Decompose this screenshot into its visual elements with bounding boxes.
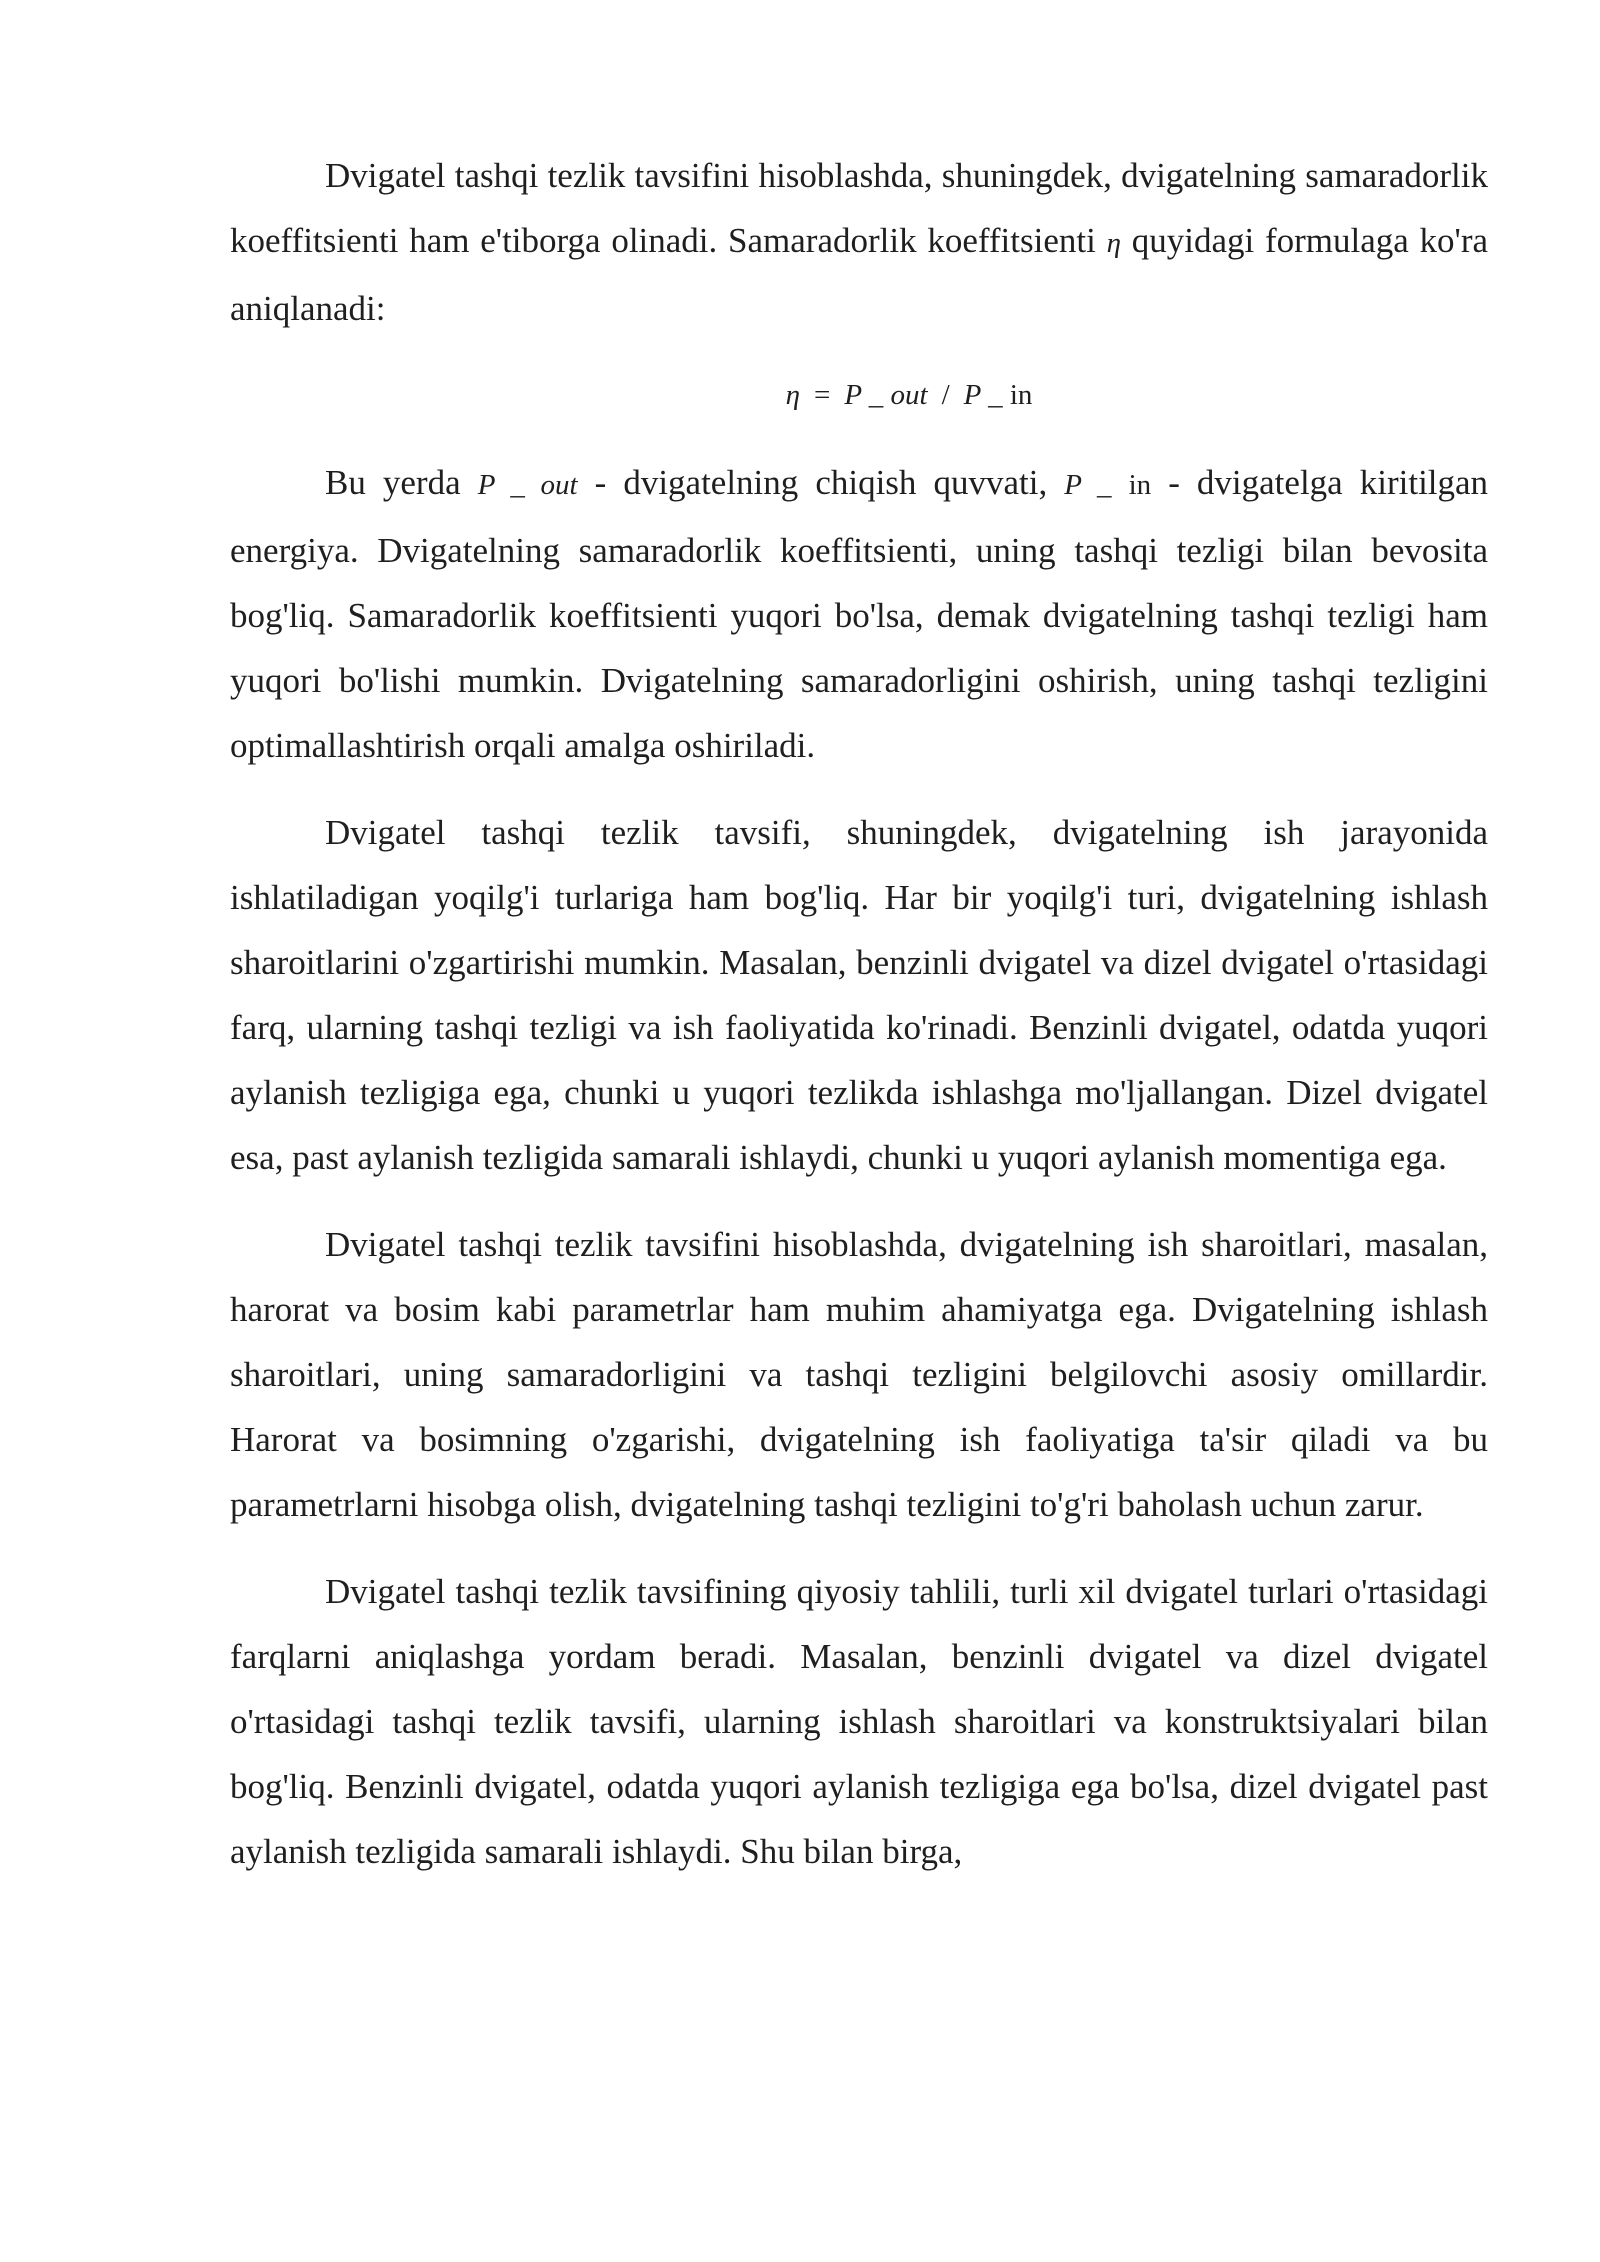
- paragraph-efficiency-intro: [230, 143, 1488, 341]
- paragraph-comparative-analysis: Dvigatel tashqi tezlik tavsifining qiyosiy tahlili, turli xil dvigatel turlari o'rtasidagi farqlarni aniqlashga yordam beradi. Masalan, benzinli dvigatel va dizel dvigatel o'rtasidagi tashqi tezlik tavsifi, ularning ishlash sharoitlari va konstruktsiyalari bilan bog'liq. Benzinli dvigatel, odatda yuqori aylanish tezligiga ega bo'lsa, dizel dvigatel past aylanish tezligida samarali ishlaydi. Shu bilan birga,: [230, 1572, 1488, 1871]
- inline-p-out: P _ out: [477, 469, 578, 501]
- efficiency-formula: [230, 363, 1488, 428]
- paragraph-1-text: Dvigatel tashqi tezlik tavsifini hisoblashda, shuningdek, dvigatelning samaradorlik koeffitsienti ham e'tiborga olinadi. Samaradorlik koeffitsienti: [230, 156, 1488, 260]
- formula-eta: η: [785, 379, 800, 411]
- paragraph-definitions: [230, 450, 1488, 778]
- formula-slash: /: [941, 379, 950, 411]
- paragraph-2-middle: - dvigatelning chiqish quvvati,: [594, 463, 1048, 502]
- formula-p-in: P _: [963, 379, 1003, 411]
- eta-symbol: η: [1106, 227, 1121, 259]
- paragraph-2-start: Bu yerda: [325, 463, 461, 502]
- formula-p-out: P _ out: [844, 379, 928, 411]
- inline-p-in: P _: [1064, 469, 1112, 501]
- inline-p-in-sub: in: [1128, 469, 1152, 501]
- paragraph-1-end: quyidagi formulaga ko'ra aniqlanadi:: [230, 221, 1489, 328]
- paragraph-operating-conditions: Dvigatel tashqi tezlik tavsifini hisoblashda, dvigatelning ish sharoitlari, masalan, harorat va bosim kabi parametrlar ham muhim ahamiyatga ega. Dvigatelning ishlash sharoitlari, uning samaradorligini va tashqi tezligini belgilovchi asosiy omillardir. Harorat va bosimning o'zgarishi, dvigatelning ish faoliyatiga ta'sir qiladi va bu parametrlarni hisobga olish, dvigatelning tashqi tezligini to'g'ri baholash uchun zarur.: [230, 1225, 1488, 1524]
- paragraph-2-rest: - dvigatelga kiritilgan energiya. Dvigatelning samaradorlik koeffitsienti, uning tashqi tezligi bilan bevosita bog'liq. Samaradorlik koeffitsienti yuqori bo'lsa, demak dvigatelning tashqi tezligi ham yuqori bo'lishi mumkin. Dvigatelning samaradorligini oshirish, uning tashqi tezligini optimallashtirish orqali amalga oshiriladi.: [230, 463, 1489, 765]
- paragraph-fuel-types: Dvigatel tashqi tezlik tavsifi, shuningdek, dvigatelning ish jarayonida ishlatiladigan yoqilg'i turlariga ham bog'liq. Har bir yoqilg'i turi, dvigatelning ishlash sharoitlarini o'zgartirishi mumkin. Masalan, benzinli dvigatel va dizel dvigatel o'rtasidagi farq, ularning tashqi tezligi va ish faoliyatida ko'rinadi. Benzinli dvigatel, odatda yuqori aylanish tezligiga ega, chunki u yuqori tezlikda ishlashga mo'ljallangan. Dizel dvigatel esa, past aylanish tezligida samarali ishlaydi, chunki u yuqori aylanish momentiga ega.: [230, 813, 1488, 1177]
- formula-p-in-sub: in: [1009, 379, 1033, 411]
- formula-equals: =: [813, 379, 831, 411]
- document-body: [230, 143, 1488, 1906]
